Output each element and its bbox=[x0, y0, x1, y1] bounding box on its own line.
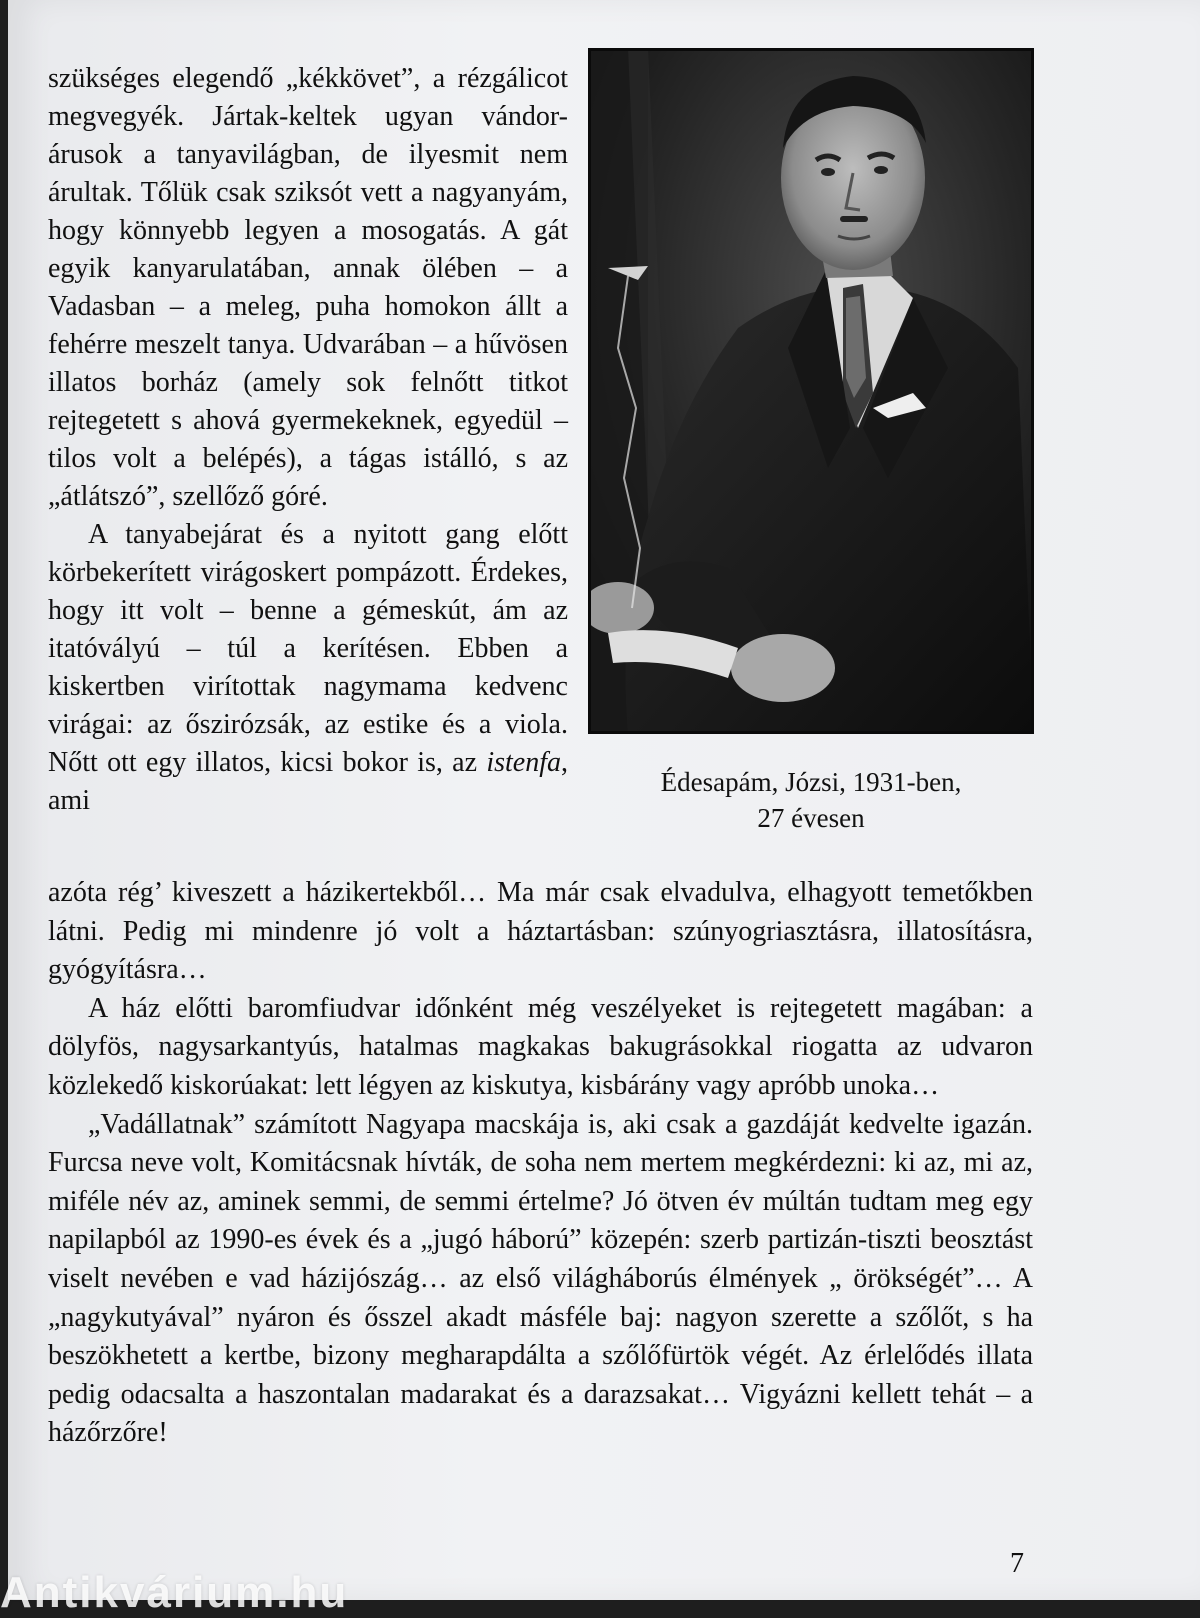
photo-caption-line-1: Édesapám, Józsi, 1931-ben, bbox=[660, 767, 962, 797]
paragraph-2-tail: , ami bbox=[48, 747, 568, 816]
page-number: 7 bbox=[1010, 1548, 1024, 1579]
portrait-photo-illustration bbox=[588, 48, 1034, 734]
text-column-wide bbox=[48, 874, 1033, 1453]
paragraph-2-start bbox=[48, 516, 568, 820]
paragraph-2-continuation: azóta rég’ kiveszett a házikertekből… Ma már csak elvadulva, elhagyott temetőkben látni. Pedig mi mindenre jó volt a háztartásban: szúnyogriasztásra, illatosításra, gyógyításra… bbox=[48, 877, 1033, 986]
photo-caption-line-2: 27 évesen bbox=[757, 803, 865, 833]
text-column-narrow bbox=[48, 60, 568, 820]
watermark-logo: Antikvárium.hu bbox=[0, 1568, 349, 1617]
paragraph-3: A ház előtti baromfiudvar időnként még veszélyeket is rejtegetett magában: a dölyfös, nagysarkantyús, hatalmas magkakas bakugrásokkal riogatta az udvaron közlekedő kiskorúakat: lett légyen az kiskutya, kisbárány vagy apróbb unoka… bbox=[48, 992, 1033, 1101]
portrait-photo bbox=[588, 48, 1034, 734]
paragraph-1: szükséges elegendő „kékkövet”, a rézgálicot megvegyék. Jártak-keltek ugyan vándor-árusok a tanyavilágban, de ilyesmit nem árultak. Tőlük csak sziksót vett a nagyanyám, hogy könnyebb legyen a mosogatás. A gát egyik kanyarulatában, annak ölében – a Vadasban – a meleg, puha homokon állt a fehérre meszelt tanya. Udvarában – a hűvösen illatos borház (amely sok felnőtt titkot rejtegetett s ahová gyermekeknek, egyedül – tilos volt a belépés), a tágas istálló, s az „átlátszó”, szellőző góré. bbox=[48, 63, 568, 512]
paragraph-2-text: A tanyabejárat és a nyitott gang előtt körbekerített virágoskert pompázott. Érdekes, hogy itt volt – benne a gémeskút, ám az itatóvályú – túl a kerítésen. Ebben a kiskertben virítottak nagymama kedvenc virágai: az őszirózsák, az estike és a viola. Nőtt ott egy illatos, kicsi bokor is, az bbox=[48, 519, 568, 778]
photo-caption bbox=[588, 764, 1034, 836]
italic-word: istenfa bbox=[486, 747, 561, 778]
book-page bbox=[8, 0, 1200, 1600]
paragraph-4: „Vadállatnak” számított Nagyapa macskája is, aki csak a gazdáját kedvelte igazán. Furcsa neve volt, Komitácsnak hívták, de soha nem mertem megkérdezni: ki az, mi az, miféle név az, aminek semmi, de semmi értelme? Jó ötven év múltán tudtam meg egy napilapból az 1990-es évek és a „jugó háború” közepén: szerb partizán-tiszti beosztást viselt nevében e vad házijószág… az első világháborús élmények „ örökségét”… A „nagykutyával” nyáron és ősszel akadt másféle baj: nagyon szerette a szőlőt, s ha beszökhetett a kertbe, bizony megharapdálta a szőlőfürtök végét. Az érlelődés illata pedig odacsalta a haszontalan madarakat és a darazsakat… Vigyázni kellett tehát – a házőrzőre! bbox=[48, 1108, 1033, 1449]
